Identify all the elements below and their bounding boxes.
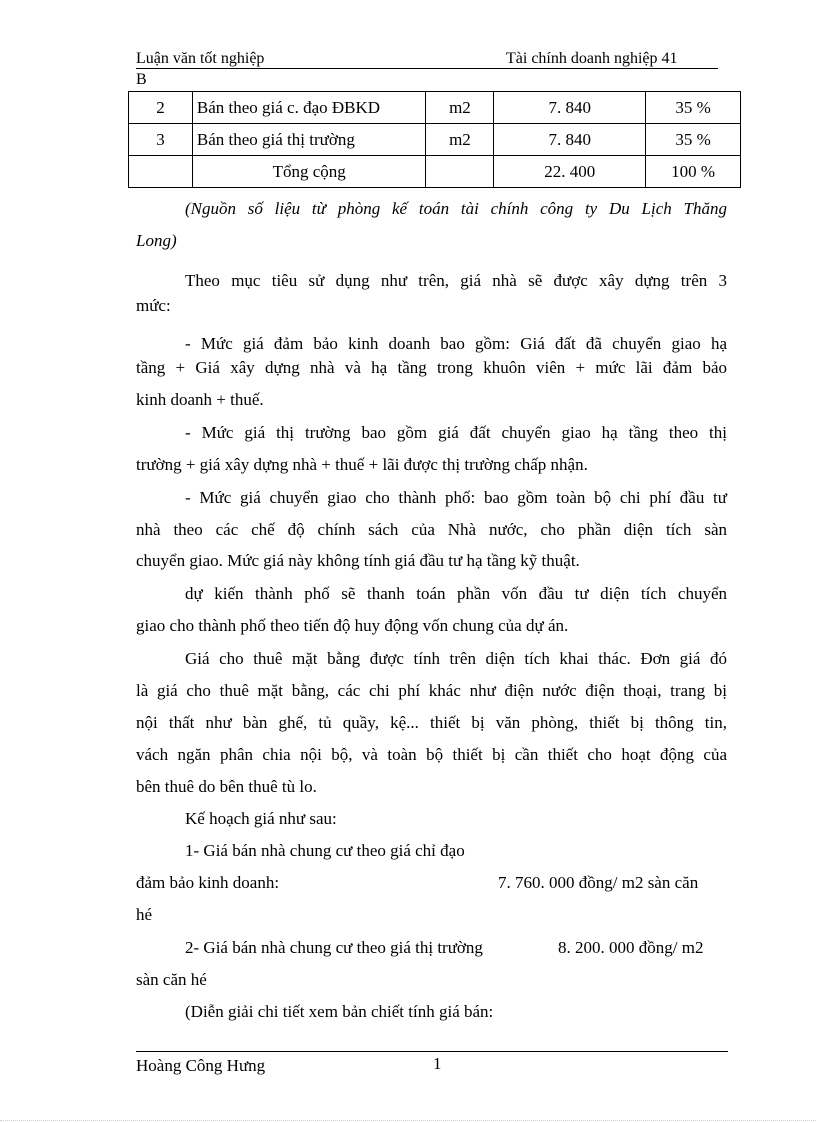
price-value: 7. 760. 000 đồng/ m2 sàn căn	[498, 873, 699, 892]
para-line: 1- Giá bán nhà chung cư theo giá chỉ đạo	[185, 841, 465, 860]
cell-area: 7. 840	[494, 92, 646, 124]
cell-total-pct: 100 %	[646, 156, 741, 188]
para-line: 2- Giá bán nhà chung cư theo giá thị trường	[185, 938, 483, 957]
price-value: 8. 200. 000 đồng/ m2	[558, 938, 704, 957]
cell-empty	[426, 156, 494, 188]
para-line: dự kiến thành phố sẽ thanh toán phần vốn đầu tư diện tích chuyển	[185, 584, 727, 603]
cell-stt: 2	[129, 92, 193, 124]
para-line: giao cho thành phố theo tiến độ huy động vốn chung của dự án.	[136, 616, 569, 635]
para-line: vách ngăn phân chia nội bộ, và toàn bộ thiết bị cần thiết cho hoạt động của	[136, 745, 727, 764]
header-continuation: B	[136, 71, 147, 88]
para-line: nhà theo các chế độ chính sách của Nhà nước, cho phần diện tích sàn	[136, 520, 727, 539]
header-left: Luận văn tốt nghiệp	[136, 50, 265, 67]
table-row	[129, 92, 741, 124]
table-row	[129, 124, 741, 156]
header-right: Tài chính doanh nghiệp 41	[506, 50, 678, 67]
para-line: kinh doanh + thuế.	[136, 390, 264, 409]
para-line: tầng + Giá xây dựng nhà và hạ tầng trong khuôn viên + mức lãi đảm bảo	[136, 358, 727, 377]
para-line: mức:	[136, 296, 171, 315]
cell-stt: 3	[129, 124, 193, 156]
cell-pct: 35 %	[646, 124, 741, 156]
source-note-line1: (Nguồn số liệu từ phòng kế toán tài chính công ty Du Lịch Thăng	[185, 199, 727, 218]
page-number: 1	[433, 1054, 442, 1073]
area-table	[128, 91, 741, 188]
cell-total-area: 22. 400	[494, 156, 646, 188]
cell-unit: m2	[426, 92, 494, 124]
para-line: Giá cho thuê mặt bằng được tính trên diện tích khai thác. Đơn giá đó	[185, 649, 727, 668]
para-line: chuyển giao. Mức giá này không tính giá đầu tư hạ tầng kỹ thuật.	[136, 551, 580, 570]
para-line: - Mức giá đảm bảo kinh doanh bao gồm: Giá đất đã chuyển giao hạ	[185, 334, 727, 353]
para-line: - Mức giá chuyển giao cho thành phố: bao gồm toàn bộ chi phí đầu tư	[185, 488, 727, 507]
para-line: trường + giá xây dựng nhà + thuế + lãi được thị trường chấp nhận.	[136, 455, 588, 474]
cell-unit: m2	[426, 124, 494, 156]
para-line: đảm bảo kinh doanh:	[136, 873, 280, 892]
para-line: là giá cho thuê mặt bằng, các chi phí khác như điện nước điện thoại, trang bị	[136, 681, 727, 700]
cell-pct: 35 %	[646, 92, 741, 124]
para-line: hé	[136, 905, 153, 924]
cell-total-label: Tổng cộng	[192, 156, 426, 188]
table-total-row	[129, 156, 741, 188]
para-line: - Mức giá thị trường bao gồm giá đất chuyển giao hạ tầng theo thị	[185, 423, 727, 442]
page-boundary	[0, 1120, 816, 1121]
footer-divider	[136, 1051, 728, 1052]
cell-area: 7. 840	[494, 124, 646, 156]
cell-name: Bán theo giá c. đạo ĐBKD	[192, 92, 426, 124]
footer-author: Hoàng Công Hưng	[136, 1056, 266, 1075]
para-line: (Diễn giải chi tiết xem bản chiết tính giá bán:	[185, 1002, 494, 1021]
para-line: nội thất như bàn ghế, tủ quầy, kệ... thiết bị văn phòng, thiết bị thông tin,	[136, 713, 727, 732]
para-line: bên thuê do bên thuê tù lo.	[136, 777, 317, 796]
para-line: sàn căn hé	[136, 970, 207, 989]
cell-name: Bán theo giá thị trường	[192, 124, 426, 156]
para-line: Theo mục tiêu sử dụng như trên, giá nhà sẽ được xây dựng trên 3	[185, 271, 727, 290]
source-note-line2: Long)	[136, 231, 177, 250]
cell-empty	[129, 156, 193, 188]
page-header	[136, 50, 718, 69]
para-line: Kế hoạch giá như sau:	[185, 809, 337, 828]
